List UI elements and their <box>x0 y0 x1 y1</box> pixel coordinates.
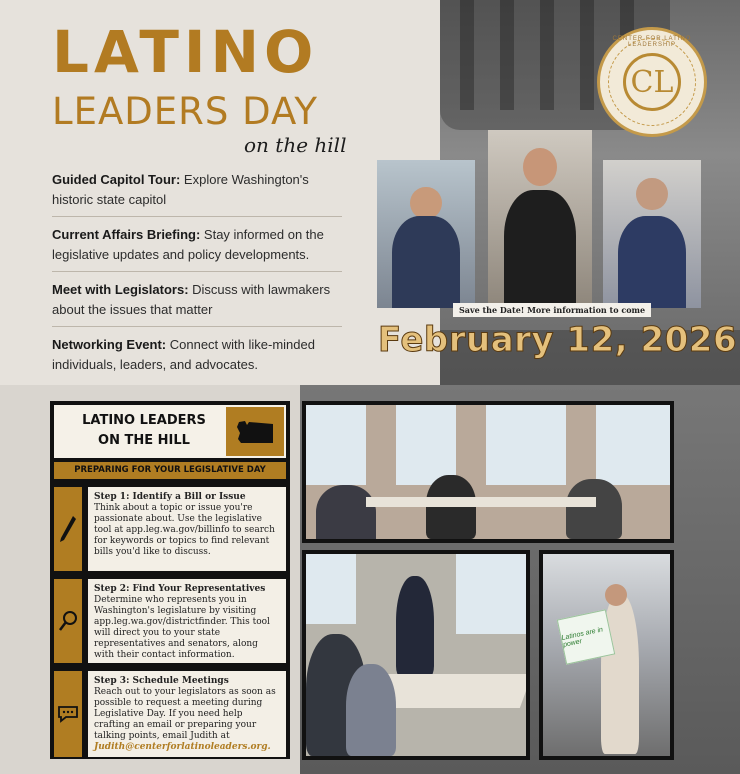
agenda-list <box>52 170 342 389</box>
agenda-item-tour: Guided Capitol Tour: Explore Washington's historic state capitol <box>52 170 342 217</box>
step-schedule-meetings: Step 3: Schedule Meetings Reach out to your legislators as soon as possible to request a meeting during Legislative Day. If you need help crafting an email or preparing your talking points, email Judith at Judith@centerforlatinoleaders.org. <box>54 671 286 757</box>
agenda-item-networking: Networking Event: Connect with like-minded individuals, leaders, and advocates. <box>52 337 315 372</box>
protest-sign: Latinos are in power <box>557 609 615 664</box>
title-latino: LATINO <box>52 18 319 86</box>
photo-conference-room <box>302 401 674 543</box>
photo-rally-sign <box>539 550 674 760</box>
magnifier-icon <box>54 579 82 663</box>
step-find-representatives: Step 2: Find Your Representatives Determine who represents you in Washington's legislature by visiting app.leg.wa.gov/districtfinder. This tool will direct you to your state representatives and senators, along with their contact information. <box>54 579 286 663</box>
event-date: February 12, 2026 <box>378 320 738 360</box>
photo-man-speaking <box>377 160 475 308</box>
guide-subtitle: PREPARING FOR YOUR LEGISLATIVE DAY <box>54 462 286 479</box>
legislative-guide-card <box>50 401 290 759</box>
center-for-latino-leadership-logo: CENTER FOR LATINO LEADERSHIP CL <box>597 27 707 137</box>
chat-bubble-icon <box>54 671 82 757</box>
agenda-item-briefing: Current Affairs Briefing: Stay informed on the legislative updates and policy developments. <box>52 225 342 272</box>
washington-state-icon <box>226 407 284 456</box>
contact-email[interactable]: Judith@centerforlatinoleaders.org. <box>94 742 271 752</box>
guide-header <box>54 405 286 458</box>
photo-woman-smiling <box>488 130 592 305</box>
save-the-date-caption: Save the Date! More information to come <box>453 303 651 317</box>
photo-man-in-suit <box>603 160 701 308</box>
step-identify-bill: Step 1: Identify a Bill or Issue Think about a topic or issue you're passionate about. Use the legislative tool at app.leg.wa.gov/billinfo to search for keywords or topics to find relevant bills you'd like to discuss. <box>54 487 286 571</box>
title-leaders-day: LEADERS DAY <box>52 90 319 133</box>
photo-speaker-presenting <box>302 550 530 760</box>
title-on-the-hill: on the hill <box>244 133 347 157</box>
agenda-item-legislators: Meet with Legislators: Discuss with lawmakers about the issues that matter <box>52 280 342 327</box>
pen-icon <box>54 487 82 571</box>
guide-title: LATINO LEADERS ON THE HILL <box>82 413 206 448</box>
